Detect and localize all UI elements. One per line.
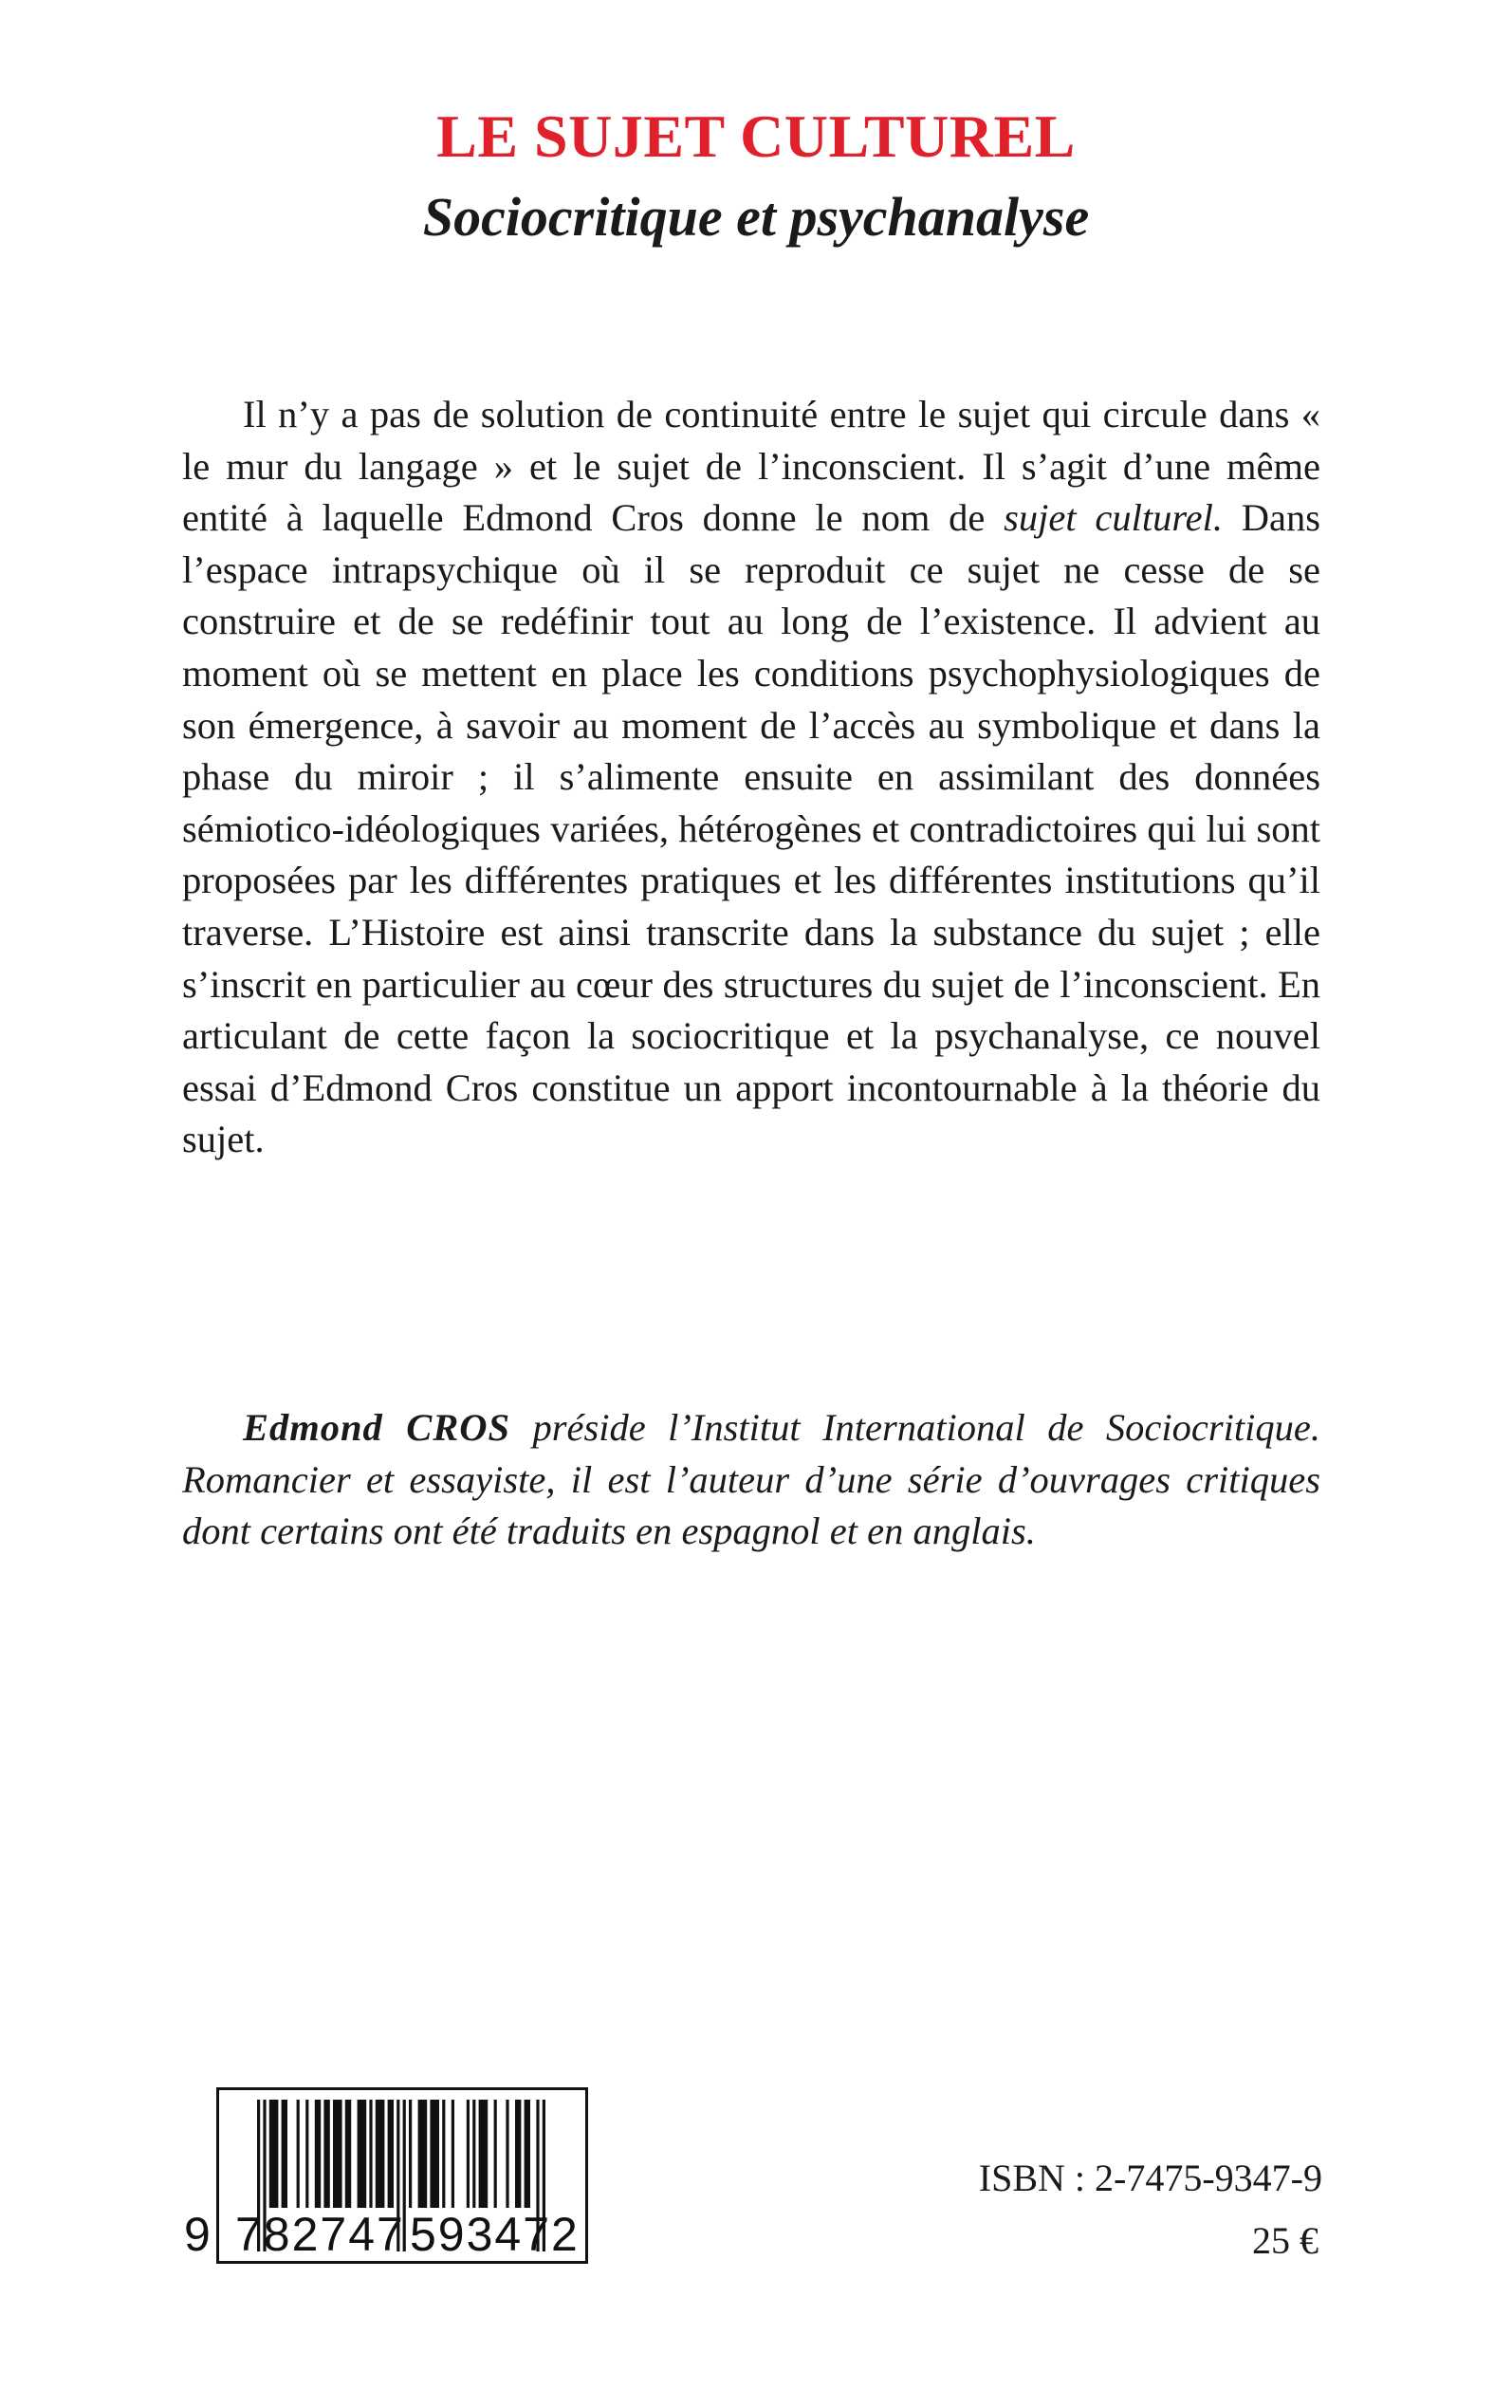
barcode-bar <box>282 2100 287 2208</box>
barcode-bar <box>418 2100 428 2208</box>
isbn-number: ISBN : 2-7475-9347-9 <box>978 2157 1322 2199</box>
summary-text-part-2: Dans l’espace intrapsychique où il se reproduit ce sujet ne cesse de se construire et de se redéfinir tout au long de l’existence. Il advient au moment où se mettent en place les conditions psychophysiologiques de son émergence, à savoir au moment de l’accès au symbolique et dans la phase du miroir ; il s’alimente ensuite en assimilant des données sémiotico-idéologiques variées, hétérogènes et contradictoires qui lui sont proposées par les différentes pratiques et les différentes institutions qu’il traverse. L’Histoire est ainsi transcrite dans la substance du sujet ; elle s’inscrit en particulier au cœur des structures du sujet de l’inconscient. En articulant de cette façon la sociocritique et la psychanalyse, ce nouvel essai d’Edmond Cros constitue un apport incontournable à la théorie du sujet. <box>182 496 1320 1161</box>
barcode-bar <box>467 2100 470 2208</box>
author-name: Edmond CROS <box>243 1406 511 1449</box>
barcode-bar <box>409 2100 412 2208</box>
barcode-bar <box>494 2100 497 2208</box>
barcode-digit-group-2: 593472 <box>410 2208 580 2261</box>
barcode-digits <box>0 2201 588 2268</box>
barcode-bar <box>345 2100 351 2208</box>
barcode-bar <box>430 2100 439 2208</box>
author-bio-text: préside l’Institut International de Sociocritique. Romancier et essayiste, il est l’auteur d’une série d’ouvrages critiques dont certains ont été traduits en espagnol et en anglais. <box>182 1406 1320 1553</box>
barcode-bar <box>515 2100 521 2208</box>
author-bio <box>182 1402 1320 1558</box>
barcode-bar <box>358 2100 367 2208</box>
barcode-first-digit: 9 <box>184 2208 211 2261</box>
barcode-bar <box>472 2100 475 2208</box>
barcode-bar <box>479 2100 489 2208</box>
book-title: LE SUJET CULTUREL <box>436 102 1076 170</box>
book-subtitle: Sociocritique et psychanalyse <box>422 186 1090 248</box>
barcode-bar <box>506 2100 508 2208</box>
barcode-bar <box>388 2100 394 2208</box>
book-summary <box>182 389 1320 1166</box>
barcode-bar <box>442 2100 445 2208</box>
barcode-bar <box>525 2100 530 2208</box>
summary-text-part-1: Il n’y a pas de solution de continuité entre le sujet qui circule dans « le mur du langage » et le sujet de l’inconscient. Il s’agit d’une même entité à laquelle Edmond Cros donne le nom de <box>182 393 1320 540</box>
barcode-digit-group-1: 782747 <box>235 2208 405 2261</box>
barcode-bar <box>297 2100 300 2208</box>
barcode-bar <box>333 2100 342 2208</box>
barcode-bar <box>452 2100 454 2208</box>
barcode-bar <box>323 2100 329 2208</box>
barcode-bar <box>305 2100 308 2208</box>
price: 25 € <box>1252 2219 1318 2262</box>
barcode-bar <box>369 2100 372 2208</box>
barcode-bar <box>269 2100 279 2208</box>
barcode-bar <box>376 2100 385 2208</box>
barcode-bar <box>315 2100 321 2208</box>
summary-emphasis: sujet culturel. <box>1004 496 1223 540</box>
